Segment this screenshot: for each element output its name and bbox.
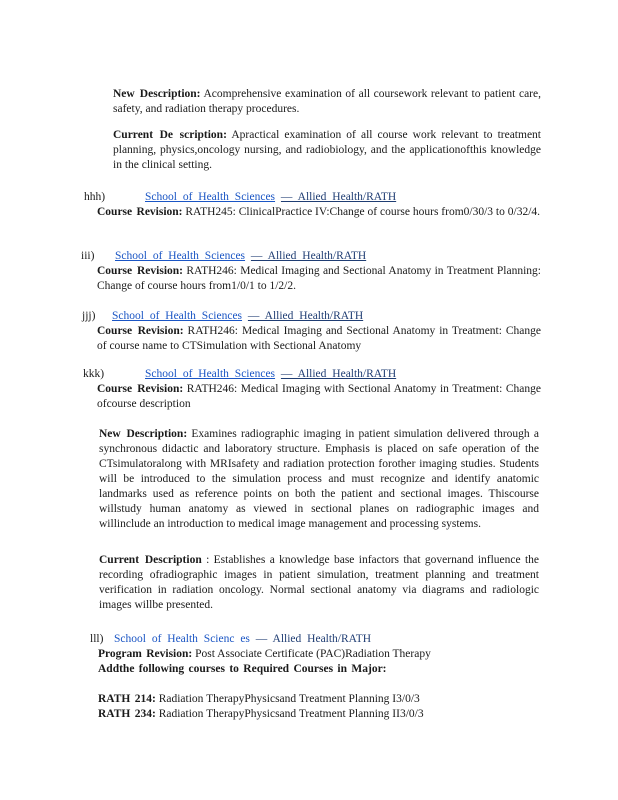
course-revision-label: Course Revision: <box>97 265 183 277</box>
new-description-text: Acomprehensive examination of all coursework relevant to patient care, safety, and radiation therapy procedures. <box>113 88 541 115</box>
section-jjj-marker: jjj) <box>82 310 96 322</box>
current-description-label: Current De scription: <box>113 129 227 141</box>
new-description-text: Examines radiographic imaging in patient simulation delivered through a synchronous didactic and laboratory structure. Emphasis is placed on safe operation of the CTsimulatoralong with MRIsafety and radiation protection forother imaging studies. Students will be introduced to the simulation process and must recognize and identify anatomic landmarks used as reference points on both the patient and sectional images. Thiscourse willstudy human anatomy as viewed in sectional planes on radiographic images and willinclude an introduction to medical image management and processing systems. <box>99 428 539 530</box>
current-description-paragraph <box>113 128 541 173</box>
section-hhh-body <box>97 205 541 220</box>
link-text-suffix: — Allied Health/RATH <box>255 633 372 645</box>
course-revision-label: Course Revision: <box>97 383 184 395</box>
current-description-label: Current Description <box>99 554 202 566</box>
section-lll-body <box>98 647 542 722</box>
section-iii-heading <box>81 249 542 264</box>
link-text-main: School of Health Sciences <box>145 368 276 380</box>
section-hhh-marker: hhh) <box>84 191 106 203</box>
program-revision-line <box>98 647 542 662</box>
course-revision-text: RATH245: ClinicalPractice IV:Change of course hours from0/30/3 to 0/32/4. <box>185 206 541 218</box>
new-description-label: New Description: <box>113 88 201 100</box>
course-code: RATH 214: <box>98 693 156 705</box>
add-courses-line: Addthe following courses to Required Courses in Major: <box>98 663 387 675</box>
kkk-current-description-paragraph <box>99 553 539 613</box>
link-text-main: School of Health Sciences <box>115 250 246 262</box>
section-iii-body <box>97 264 541 294</box>
section-hhh <box>84 190 542 220</box>
section-jjj-heading <box>82 309 542 324</box>
section-lll-heading <box>90 632 542 647</box>
section-jjj <box>82 309 542 354</box>
school-of-health-sciences-link[interactable] <box>112 310 363 322</box>
course-revision-text: RATH246: Medical Imaging and Sectional Anatomy in Treatment: Change of course name to CTSimulation with Sectional Anatomy <box>97 325 542 352</box>
link-text-main: School of Health Scienc es <box>114 633 250 645</box>
link-text-suffix: — Allied Health/RATH <box>280 191 397 203</box>
required-courses-list <box>98 692 542 722</box>
section-lll <box>90 632 542 722</box>
course-title: Radiation TherapyPhysicsand Treatment Planning II3/0/3 <box>158 708 424 720</box>
section-iii <box>81 249 542 294</box>
school-of-health-sciences-link[interactable] <box>145 368 396 380</box>
course-code: RATH 234: <box>98 708 156 720</box>
school-of-health-sciences-link[interactable] <box>145 191 396 203</box>
link-text-suffix: — Allied Health/RATH <box>250 250 367 262</box>
course-revision-label: Course Revision: <box>97 206 183 218</box>
section-kkk-heading <box>83 367 542 382</box>
course-revision-label: Course Revision: <box>97 325 184 337</box>
section-kkk-body <box>97 382 541 412</box>
school-of-health-sciences-link[interactable] <box>115 250 366 262</box>
section-hhh-heading <box>84 190 542 205</box>
course-revision-text: RATH246: Medical Imaging and Sectional Anatomy in Treatment Planning: Change of course hours from1/0/1 to 1/2/2. <box>97 265 541 292</box>
section-lll-marker: lll) <box>90 633 104 645</box>
link-text-main: School of Health Sciences <box>145 191 276 203</box>
section-jjj-body <box>97 324 541 354</box>
school-of-health-sciences-link[interactable] <box>114 633 371 645</box>
course-line <box>98 707 542 722</box>
section-kkk <box>83 367 542 412</box>
link-text-suffix: — Allied Health/RATH <box>280 368 397 380</box>
current-description-text: Apractical examination of all course work relevant to treatment planning, physics,oncology nursing, and radiobiology, and the applicationofthis knowledge in the clinical setting. <box>113 129 541 171</box>
section-kkk-marker: kkk) <box>83 368 105 380</box>
new-description-label: New Description: <box>99 428 188 440</box>
program-revision-label: Program Revision: <box>98 648 193 660</box>
course-revision-text: RATH246: Medical Imaging with Sectional Anatomy in Treatment: Change ofcourse description <box>97 383 542 410</box>
section-iii-marker: iii) <box>81 250 95 262</box>
kkk-new-description-paragraph <box>99 427 539 532</box>
link-text-main: School of Health Sciences <box>112 310 243 322</box>
link-text-suffix: — Allied Health/RATH <box>247 310 364 322</box>
program-revision-text: Post Associate Certificate (PAC)Radiation Therapy <box>195 648 431 660</box>
course-line <box>98 692 542 707</box>
new-description-paragraph <box>113 87 541 117</box>
course-title: Radiation TherapyPhysicsand Treatment Planning I3/0/3 <box>158 693 420 705</box>
current-description-text: : Establishes a knowledge base infactors that governand influence the recording ofradiographic images in patient simulation, treatment planning and treatment verification in radiation oncology. Normal sectional anatomy via diagrams and radiologic images willbe presented. <box>99 554 539 611</box>
